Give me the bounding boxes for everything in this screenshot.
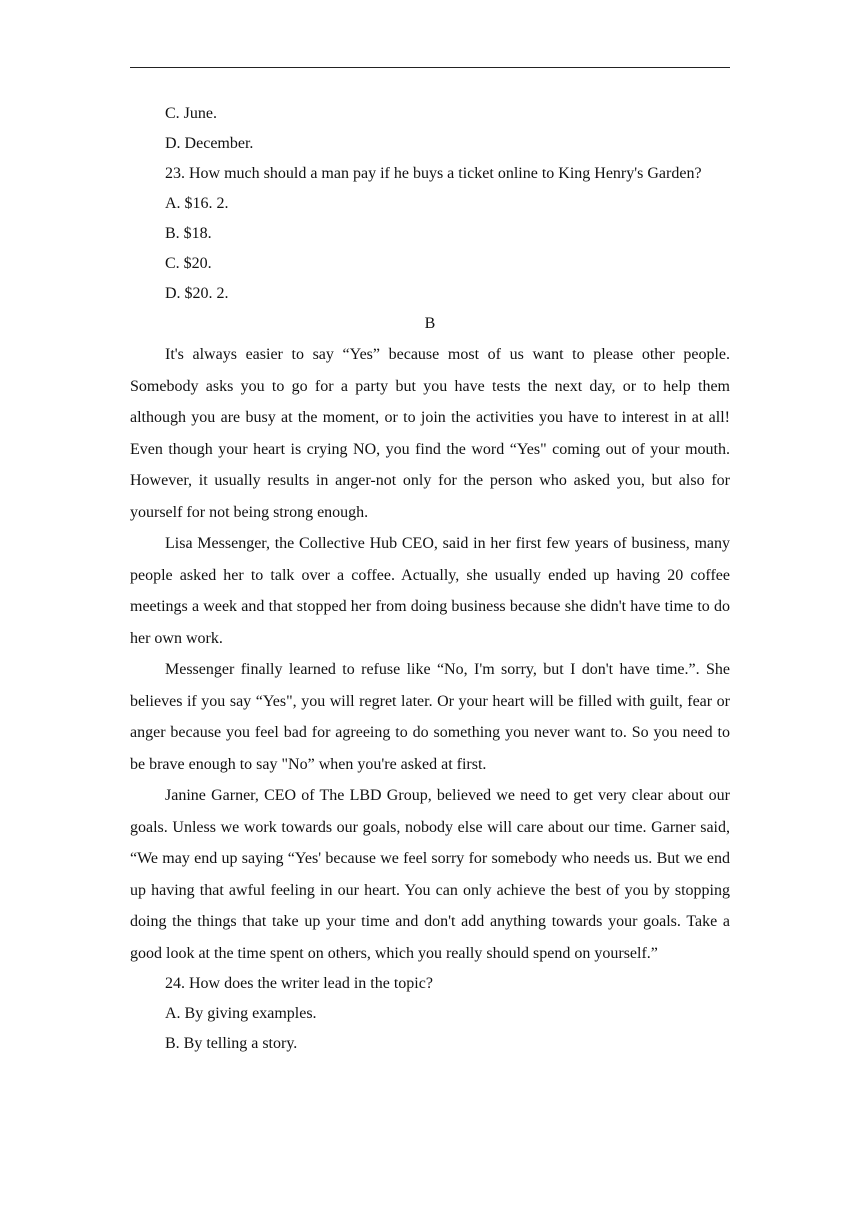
q23-option-a: A. $16. 2. [165, 195, 229, 212]
q23-question: 23. How much should a man pay if he buys a ticket online to King Henry's Garden? [165, 165, 702, 182]
q23-option-d: D. $20. 2. [165, 285, 229, 302]
document-body [130, 99, 730, 1059]
q24-option-a: A. By giving examples. [165, 1005, 317, 1022]
passage-paragraph-4: Janine Garner, CEO of The LBD Group, believed we need to get very clear about our goals. Unless we work towards our goals, nobody else will care about our time. Garner said, “We may end up saying “Yes' because we feel sorry for somebody who needs us. But we end up having that awful feeling in our heart. You can only achieve the best of you by stopping doing the things that take up your time and don't add anything towards your goals. Take a good look at the time spent on others, which you really should spend on yourself.” [130, 787, 730, 962]
section-heading: B [424, 315, 436, 332]
q22-option-c: C. June. [165, 105, 217, 122]
passage-paragraph-1: It's always easier to say “Yes” because most of us want to please other people. Somebody asks you to go for a party but you have tests the next day, or to help them although you are busy at the moment, or to join the activities you have to interest in at all! Even though your heart is crying NO, you find the word “Yes" coming out of your mouth. However, it usually results in anger-not only for the person who asked you, but also for yourself for not being strong enough. [130, 346, 730, 521]
q24-option-b: B. By telling a story. [165, 1035, 298, 1052]
passage-paragraph-3: Messenger finally learned to refuse like “No, I'm sorry, but I don't have time.”. She believes if you say “Yes", you will regret later. Or your heart will be filled with guilt, fear or anger because you feel bad for agreeing to do something you never want to. So you need to be brave enough to say "No” when you're asked at first. [130, 661, 730, 773]
header-rule [130, 67, 730, 68]
q24-question: 24. How does the writer lead in the topic? [165, 975, 433, 992]
passage-paragraph-2: Lisa Messenger, the Collective Hub CEO, said in her first few years of business, many people asked her to talk over a coffee. Actually, she usually ended up having 20 coffee meetings a week and that stopped her from doing business because she didn't have time to do her own work. [130, 535, 730, 647]
q23-option-b: B. $18. [165, 225, 212, 242]
q23-option-c: C. $20. [165, 255, 212, 272]
q22-option-d: D. December. [165, 135, 254, 152]
